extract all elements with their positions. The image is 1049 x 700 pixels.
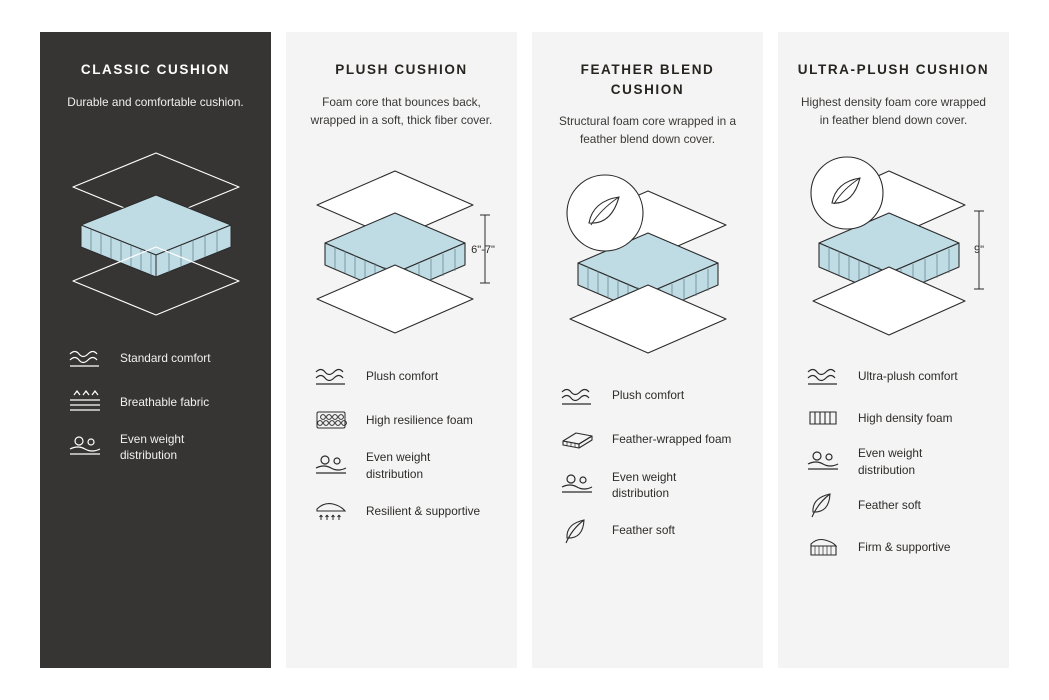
feature-item [64, 431, 253, 464]
feature-label: Plush comfort [366, 368, 439, 383]
density-foam-icon [802, 403, 844, 433]
support-hand-icon [310, 496, 352, 526]
cushion-layer-diagram [789, 143, 999, 353]
feature-label: Feather-wrapped foam [612, 432, 732, 447]
wave-comfort-icon [310, 361, 352, 391]
feature-label: Feather soft [612, 523, 675, 538]
feature-label: Breathable fabric [120, 394, 210, 409]
feature-label: Even weight distribution [858, 446, 923, 477]
card-description: Foam core that bounces back, wrapped in a soft, thick fiber cover. [310, 94, 493, 127]
feather-icon [802, 490, 844, 520]
feature-item [310, 361, 499, 391]
card-description: Highest density foam core wrapped in feather blend down cover. [801, 94, 986, 127]
card-feather-blend-cushion[interactable] [532, 32, 763, 668]
feature-item [802, 445, 991, 478]
feature-label: High density foam [858, 410, 953, 425]
feature-list [550, 381, 745, 546]
feature-item [802, 490, 991, 520]
even-weight-icon [556, 470, 598, 500]
feature-item [556, 425, 745, 455]
feature-label: High resilience foam [366, 412, 473, 427]
feature-label: Resilient & supportive [366, 503, 481, 518]
wave-comfort-icon [64, 343, 106, 373]
feature-item [802, 532, 991, 562]
feature-label: Even weight distribution [366, 450, 431, 481]
firm-support-icon [802, 532, 844, 562]
leaf-badge [567, 175, 643, 251]
feature-item [556, 516, 745, 546]
even-weight-icon [310, 451, 352, 481]
feature-item [310, 405, 499, 435]
foam-block-icon [556, 425, 598, 455]
feature-item [556, 469, 745, 502]
feature-item [310, 496, 499, 526]
height-label: 9" [973, 244, 984, 257]
feature-list [304, 361, 499, 526]
card-ultra-plush-cushion[interactable] [778, 32, 1009, 668]
leaf-badge [811, 157, 883, 229]
card-plush-cushion[interactable] [286, 32, 517, 668]
breathable-fabric-icon [64, 387, 106, 417]
feature-item [802, 361, 991, 391]
feature-label: Ultra-plush comfort [858, 368, 958, 383]
wave-comfort-icon [802, 361, 844, 391]
cushion-layer-diagram [51, 125, 261, 335]
card-title: ULTRA-PLUSH CUSHION [797, 62, 990, 77]
feature-item [64, 343, 253, 373]
feature-list [796, 361, 991, 562]
cushion-layer-diagram [297, 143, 507, 353]
card-title: FEATHER BLEND CUSHION [580, 62, 715, 97]
feather-icon [556, 516, 598, 546]
even-weight-icon [64, 432, 106, 462]
cushion-layer-diagram [543, 163, 753, 373]
feature-label: Standard comfort [120, 350, 211, 365]
honeycomb-foam-icon [310, 405, 352, 435]
card-title: CLASSIC CUSHION [80, 62, 231, 77]
wave-comfort-icon [556, 381, 598, 411]
card-classic-cushion[interactable] [40, 32, 271, 668]
feature-item [310, 449, 499, 482]
feature-item [64, 387, 253, 417]
even-weight-icon [802, 447, 844, 477]
card-description: Structural foam core wrapped in a feather blend down cover. [558, 114, 737, 147]
feature-label: Even weight distribution [120, 431, 185, 463]
feature-label: Even weight distribution [612, 469, 677, 501]
feature-label: Feather soft [858, 497, 921, 512]
feature-label: Plush comfort [612, 388, 685, 403]
feature-label: Firm & supportive [858, 539, 951, 554]
feature-list [58, 343, 253, 464]
feature-item [802, 403, 991, 433]
feature-item [556, 381, 745, 411]
card-description: Durable and comfortable cushion. [67, 94, 244, 109]
height-label: 6"-7" [470, 244, 495, 257]
card-title: PLUSH CUSHION [335, 62, 468, 77]
